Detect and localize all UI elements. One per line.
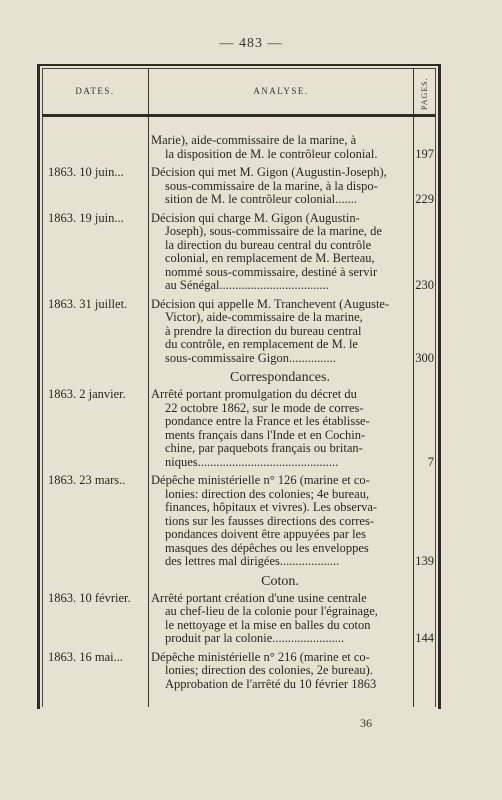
entry-analysis (151, 298, 409, 366)
entries-group-coton (42, 592, 436, 692)
analysis-line: la disposition de M. le contrôleur colonial. (165, 147, 378, 161)
analysis-line: pondance entre la France et les établisse- (165, 415, 370, 428)
entry-page: 300 (415, 350, 434, 365)
analysis-line: au chef-lieu de la colonie pour l'égrainage, (165, 605, 378, 618)
table-row (42, 166, 436, 207)
table-row (42, 474, 436, 569)
entries-group-correspondances (42, 388, 436, 569)
table-row (42, 592, 436, 646)
analysis-line: colonial, en remplacement de M. Berteau, (165, 252, 375, 265)
analysis-line: pondances doivent être appuyées par les (165, 528, 366, 541)
header-pages: PAGES. (420, 77, 429, 110)
entry-analysis (151, 651, 409, 692)
table-row (42, 651, 436, 692)
entry-page: 230 (415, 278, 434, 292)
entry-analysis (151, 134, 409, 161)
analysis-line: Victor), aide-commissaire de la marine, (165, 311, 363, 324)
analysis-line: Marie), aide-commissaire de la marine, à (151, 134, 357, 147)
analysis-line: sous-commissaire Gigon............... (165, 351, 336, 365)
entry-analysis (151, 474, 409, 569)
section-title-coton: Coton. (261, 573, 299, 589)
analysis-line: chine, par paquebots français ou britan- (165, 442, 363, 455)
entry-analysis (151, 212, 409, 293)
entry-page: 229 (415, 192, 434, 206)
analysis-line: Joseph), sous-commissaire de la marine, de (165, 225, 382, 238)
analysis-line: Arrêté portant création d'une usine centrale (151, 591, 367, 605)
entry-page: 7 (427, 454, 434, 469)
entry-analysis (151, 166, 409, 207)
table-row (42, 134, 436, 161)
analysis-line: Décision qui met M. Gigon (Augustin-Joseph), (151, 166, 387, 179)
analysis-line: lonies: direction des colonies; 4e bureau, (165, 487, 370, 501)
analysis-line: à prendre la direction du bureau central (165, 324, 362, 338)
table-body (42, 134, 436, 696)
entry-page: 139 (415, 554, 434, 568)
entry-page: 197 (415, 146, 434, 161)
analysis-line: des lettres mal dirigées................... (165, 555, 340, 568)
analysis-line: tions sur les fausses directions des corres- (165, 514, 374, 528)
entry-date: 1863. 10 juin... (48, 165, 124, 179)
analysis-line: nommé sous-commissaire, destiné à servir (165, 265, 378, 279)
entry-date: 1863. 2 janvier. (48, 387, 126, 401)
entries-group-top (42, 134, 436, 365)
entry-analysis (151, 388, 409, 469)
entry-analysis (151, 592, 409, 646)
table-row (42, 212, 436, 293)
entry-date: 1863. 16 mai... (48, 649, 123, 664)
analysis-line: masques des dépêches ou les enveloppes (165, 541, 369, 555)
analysis-line: 22 octobre 1862, sur le mode de corres- (165, 401, 364, 415)
entry-date: 1863. 23 mars.. (48, 473, 126, 487)
analysis-line: du contrôle, en remplacement de M. le (165, 338, 358, 351)
analysis-line: sition de M. le contrôleur colonial....... (165, 193, 357, 206)
analysis-line: Décision qui charge M. Gigon (Augustin- (151, 211, 360, 225)
analysis-line: la direction du bureau central du contrôle (165, 238, 372, 252)
section-title-correspondances: Correspondances. (230, 370, 330, 385)
analysis-line: Approbation de l'arrêté du 10 février 1863 (165, 677, 377, 691)
analysis-line: au Sénégal................................... (165, 279, 329, 292)
table-row (42, 388, 436, 469)
header-rule (42, 114, 436, 117)
analysis-line: Dépêche ministérielle n° 216 (marine et co- (151, 650, 370, 664)
analysis-line: sous-commissaire de la marine, à la dispo- (165, 179, 378, 193)
table-row (42, 298, 436, 366)
analysis-line: lonies; direction des colonies, 2e bureau). (165, 664, 373, 677)
footer-number: 36 (360, 716, 372, 730)
analysis-line: niques............................................. (165, 455, 339, 469)
header-analyse: ANALYSE. (253, 86, 309, 96)
analysis-line: Dépêche ministérielle n° 126 (marine et co- (151, 474, 370, 487)
entry-page: 144 (415, 631, 434, 645)
analysis-line: finances, hôpitaux et vivres). Les observa- (165, 501, 378, 514)
header-dates: DATES. (75, 86, 115, 96)
analysis-line: produit par la colonie....................... (165, 632, 345, 645)
entry-date: 1863. 10 février. (48, 590, 131, 605)
analysis-line: Décision qui appelle M. Tranchevent (Auguste- (151, 297, 390, 311)
analysis-line: le nettoyage et la mise en balles du coton (165, 618, 371, 632)
page-number: — 483 — (219, 36, 283, 51)
entry-date: 1863. 31 juillet. (48, 296, 128, 311)
entry-date: 1863. 19 juin... (48, 210, 124, 225)
analysis-line: Arrêté portant promulgation du décret du (151, 388, 357, 401)
analysis-line: ments français dans l'Inde et en Cochin- (165, 428, 366, 442)
